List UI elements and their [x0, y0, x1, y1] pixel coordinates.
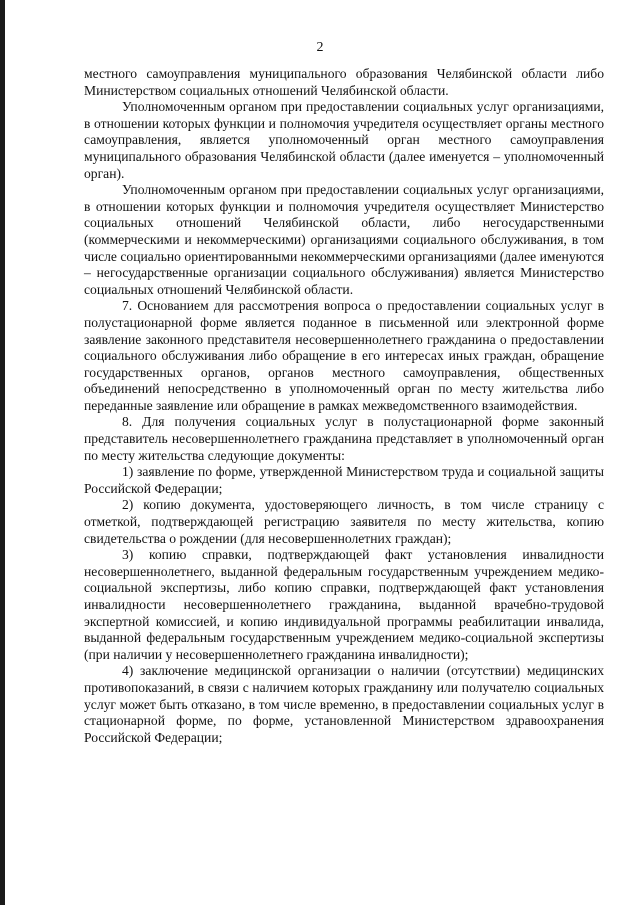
paragraph-doc-1: 1) заявление по форме, утвержденной Министерством труда и социальной защиты Российской Федерации;: [84, 464, 604, 496]
paragraph-authority-ministry: Уполномоченным органом при предоставлении социальных услуг организациями, в отношении которых функции и полномочия учредителя осуществляет Министерство социальных отношений Челябинской области, либо негосударственными (коммерческими и некоммерческими) организациями социального обслуживания, в том числе социально ориентированными некоммерческими организациями (далее именуются – негосударственные организации социального обслуживания) является Министерство социальных отношений Челябинской области.: [84, 182, 604, 297]
page-number: 2: [316, 40, 324, 55]
paragraph-continuation: местного самоуправления муниципального образования Челябинской области либо Министерством социальных отношений Челябинской области.: [84, 66, 604, 98]
document-body: [84, 66, 604, 746]
paragraph-doc-3: 3) копию справки, подтверждающей факт установления инвалидности несовершеннолетнего, выданной федеральным государственным учреждением медико-социальной экспертизы, либо копию справки, подтверждающей факт установления инвалидности несовершеннолетнего гражданина, выданной врачебно-трудовой экспертной комиссией, и копию индивидуальной программы реабилитации инвалида, выданной федеральным государственным учреждением медико-социальной экспертизы (при наличии у несовершеннолетнего гражданина инвалидности);: [84, 547, 604, 662]
paragraph-item-7: 7. Основанием для рассмотрения вопроса о предоставлении социальных услуг в полустационарной форме является поданное в письменной или электронной форме заявление законного представителя несовершеннолетнего гражданина о предоставлении социального обслуживания либо обращение в его интересах иных граждан, обращение государственных органов, органов местного самоуправления, общественных объединений непосредственно в уполномоченный орган по месту жительства либо переданные заявление или обращение в рамках межведомственного взаимодействия.: [84, 298, 604, 413]
scan-edge-bar: [0, 0, 5, 905]
paragraph-authority-municipal: Уполномоченным органом при предоставлении социальных услуг организациями, в отношении которых функции и полномочия учредителя осуществляет органы местного самоуправления, является уполномоченный орган местного самоуправления муниципального образования Челябинской области (далее именуется – уполномоченный орган).: [84, 99, 604, 181]
paragraph-item-8: 8. Для получения социальных услуг в полустационарной форме законный представитель несовершеннолетнего гражданина представляет в уполномоченный орган по месту жительства следующие документы:: [84, 414, 604, 463]
paragraph-doc-2: 2) копию документа, удостоверяющего личность, в том числе страницу с отметкой, подтверждающей регистрацию заявителя по месту жительства, копию свидетельства о рождении (для несовершеннолетних граждан);: [84, 497, 604, 546]
paragraph-doc-4: 4) заключение медицинской организации о наличии (отсутствии) медицинских противопоказаний, в связи с наличием которых гражданину или получателю социальных услуг может быть отказано, в том числе временно, в предоставлении социальных услуг в стационарной форме, по форме, установленной Министерством здравоохранения Российской Федерации;: [84, 663, 604, 745]
